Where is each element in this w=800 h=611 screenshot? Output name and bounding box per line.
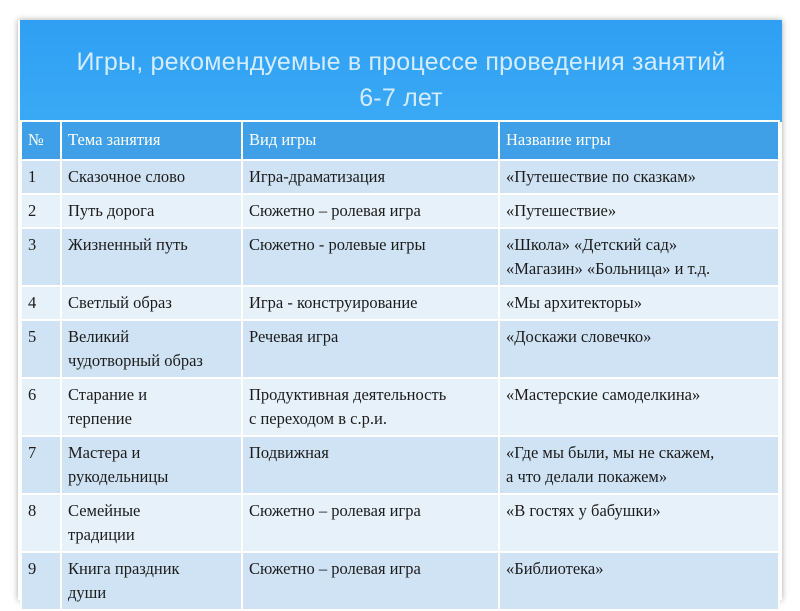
row-game-name-line: «Доскажи словечко» xyxy=(506,327,652,346)
row-topic xyxy=(61,286,242,320)
header-topic: Тема занятия xyxy=(61,121,242,160)
row-topic xyxy=(61,320,242,378)
row-topic-line: традиции xyxy=(68,525,135,544)
row-game-type xyxy=(242,320,499,378)
row-game-type xyxy=(242,160,499,194)
row-topic xyxy=(61,228,242,286)
row-game-type-line: Сюжетно – ролевая игра xyxy=(249,501,421,520)
row-game-name-line: «Мы архитекторы» xyxy=(506,293,642,312)
row-topic-line: Великий xyxy=(68,327,130,346)
row-game-type xyxy=(242,436,499,494)
row-topic-line: Семейные xyxy=(68,501,141,520)
row-game-name-line: а что делали покажем» xyxy=(506,467,668,486)
row-topic-line: терпение xyxy=(68,409,132,428)
row-number: 6 xyxy=(21,378,61,436)
row-topic-line: Светлый образ xyxy=(68,293,172,312)
row-game-type xyxy=(242,228,499,286)
row-number: 8 xyxy=(21,494,61,552)
row-game-type-line: Речевая игра xyxy=(249,327,339,346)
row-game-name-line: «В гостях у бабушки» xyxy=(506,501,661,520)
row-game-type-line: Сюжетно – ролевая игра xyxy=(249,201,421,220)
row-topic-line: рукодельницы xyxy=(68,467,169,486)
row-number: 5 xyxy=(21,320,61,378)
row-game-type xyxy=(242,378,499,436)
table-row xyxy=(21,436,779,494)
table-row xyxy=(21,228,779,286)
table-row xyxy=(21,494,779,552)
row-game-name xyxy=(499,228,779,286)
row-topic xyxy=(61,160,242,194)
row-game-type-line: Сюжетно - ролевые игры xyxy=(249,235,426,254)
row-game-name xyxy=(499,160,779,194)
slide-title-line-2: 6-7 лет xyxy=(359,84,443,112)
row-number: 4 xyxy=(21,286,61,320)
row-game-type xyxy=(242,194,499,228)
row-game-name xyxy=(499,194,779,228)
header-number: № xyxy=(21,121,61,160)
row-game-type-line: Сюжетно – ролевая игра xyxy=(249,559,421,578)
table-row xyxy=(21,552,779,610)
table-row xyxy=(21,194,779,228)
table-row xyxy=(21,160,779,194)
row-game-name xyxy=(499,378,779,436)
row-game-type-line: Продуктивная деятельность xyxy=(249,385,447,404)
header-game-type: Вид игры xyxy=(242,121,499,160)
row-topic-line: Жизненный путь xyxy=(68,235,188,254)
row-game-name-line: «Магазин» «Больница» и т.д. xyxy=(506,259,711,278)
row-game-type xyxy=(242,286,499,320)
row-game-type-line: с переходом в с.р.и. xyxy=(249,409,387,428)
row-number: 7 xyxy=(21,436,61,494)
row-game-name-line: «Школа» «Детский сад» xyxy=(506,235,678,254)
row-topic xyxy=(61,378,242,436)
row-game-name xyxy=(499,436,779,494)
row-game-type-line: Подвижная xyxy=(249,443,329,462)
row-topic-line: Путь дорога xyxy=(68,201,155,220)
row-game-name xyxy=(499,494,779,552)
row-topic xyxy=(61,552,242,610)
row-topic xyxy=(61,194,242,228)
row-game-name-line: «Библиотека» xyxy=(506,559,604,578)
row-number: 2 xyxy=(21,194,61,228)
header-game-name: Название игры xyxy=(499,121,779,160)
row-number: 9 xyxy=(21,552,61,610)
row-game-type xyxy=(242,552,499,610)
games-table xyxy=(20,120,780,611)
row-game-name xyxy=(499,320,779,378)
row-game-name xyxy=(499,286,779,320)
row-topic-line: души xyxy=(68,583,107,602)
table-row xyxy=(21,320,779,378)
row-game-name-line: «Путешествие» xyxy=(506,201,617,220)
row-game-type-line: Игра-драматизация xyxy=(249,167,386,186)
row-topic-line: Сказочное слово xyxy=(68,167,186,186)
row-topic-line: Старание и xyxy=(68,385,148,404)
row-game-type xyxy=(242,494,499,552)
row-game-name-line: «Мастерские самоделкина» xyxy=(506,385,701,404)
row-number: 1 xyxy=(21,160,61,194)
row-game-name xyxy=(499,552,779,610)
row-game-name-line: «Где мы были, мы не скажем, xyxy=(506,443,715,462)
row-topic xyxy=(61,436,242,494)
row-topic-line: чудотворный образ xyxy=(68,351,203,370)
row-game-type-line: Игра - конструирование xyxy=(249,293,418,312)
row-game-name-line: «Путешествие по сказкам» xyxy=(506,167,696,186)
table-row xyxy=(21,378,779,436)
row-topic xyxy=(61,494,242,552)
row-number: 3 xyxy=(21,228,61,286)
table-header-row xyxy=(21,121,779,160)
slide-title xyxy=(20,44,782,116)
table-row xyxy=(21,286,779,320)
row-topic-line: Книга праздник xyxy=(68,559,180,578)
slide-title-line-1: Игры, рекомендуемые в процессе проведения занятий xyxy=(76,48,726,76)
row-topic-line: Мастера и xyxy=(68,443,141,462)
